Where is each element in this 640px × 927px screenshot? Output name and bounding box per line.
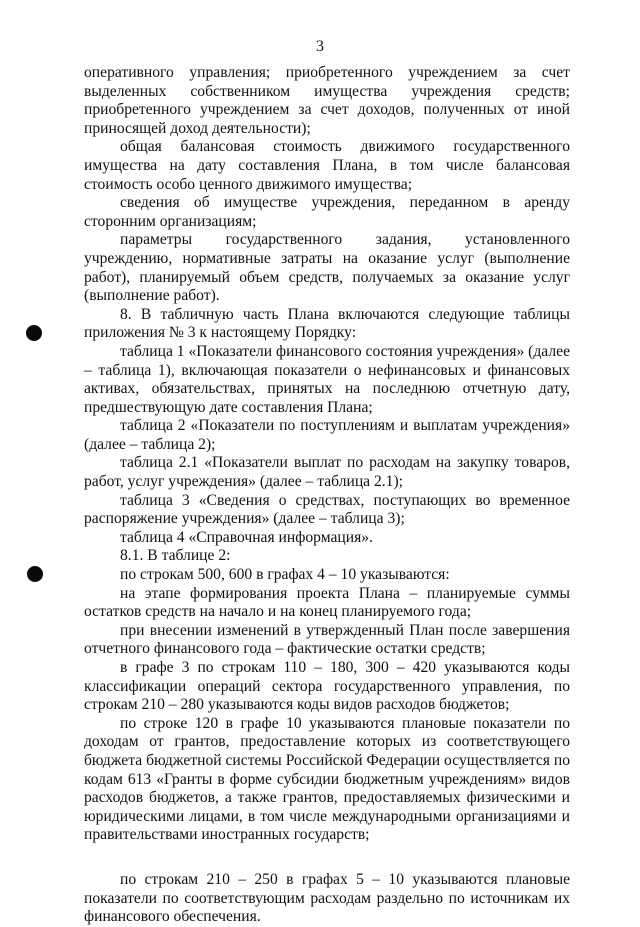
paragraph: 8. В табличную часть Плана включаются следующие таблицы приложения № 3 к настоящему Порядку: <box>84 305 570 342</box>
paragraph: таблица 2 «Показатели по поступлениям и выплатам учреждения» (далее – таблица 2); <box>84 417 570 453</box>
document-body <box>84 64 570 927</box>
paragraph: в графе 3 по строкам 110 – 180, 300 – 420 указываются коды классификации операций сектора государственного управления, по строкам 210 – 280 указываются коды видов расходов бюджетов; <box>84 659 570 714</box>
paragraph: 8.1. В таблице 2: <box>120 547 231 565</box>
paragraph: по строке 120 в графе 10 указываются плановые показатели по доходам от грантов, предоставление которых из соответствующего бюджета бюджетной системы Российской Федерации осуществляется по кодам 613 «Гранты в форме субсидии бюджетным учреждениям» видов расходов бюджетов, а также грантов, предоставляемых физическими и юридическими лицами, в том числе международными организациями и правительствами иностранных государств; <box>84 714 570 844</box>
paragraph: таблица 1 «Показатели финансового состояния учреждения» (далее – таблица 1), включающая показатели о нефинансовых и финансовых активах, обязательствах, принятых на последнюю отчетную дату, предшествующую дате составления Плана; <box>84 342 570 416</box>
paragraph: по строкам 210 – 250 в графах 5 – 10 указываются плановые показатели по соответствующим расходам раздельно по источникам их финансового обеспечения. <box>84 870 570 926</box>
paragraph: общая балансовая стоимость движимого государственного имущества на дату составления Плана, в том числе балансовая стоимость особо ценного движимого имущества; <box>84 138 570 193</box>
paragraph: при внесении изменений в утвержденный План после завершения отчетного финансового года – фактические остатки средств; <box>84 621 570 658</box>
paragraph: таблица 3 «Сведения о средствах, поступающих во временное распоряжение учреждения» (далее – таблица 3); <box>84 491 570 528</box>
paragraph: таблица 2.1 «Показатели выплат по расходам на закупку товаров, работ, услуг учреждения» (далее – таблица 2.1); <box>84 454 570 491</box>
paragraph: параметры государственного задания, установленного учреждению, нормативные затраты на оказание услуг (выполнение работ), планируемый объем средств, получаемых за оказание услуг (выполнение работ). <box>84 231 570 305</box>
punch-hole-mark <box>27 566 43 582</box>
paragraph: по строкам 500, 600 в графах 4 – 10 указываются: <box>120 566 450 584</box>
punch-hole-mark <box>26 325 42 341</box>
paragraph: на этапе формирования проекта Плана – планируемые суммы остатков средств на начало и на конец планируемого года; <box>84 584 570 621</box>
paragraph: сведения об имуществе учреждения, переданном в аренду сторонним организациям; <box>84 194 570 230</box>
paragraph: таблица 4 «Справочная информация». <box>120 528 373 546</box>
page-number: 3 <box>316 38 324 55</box>
paragraph: оперативного управления; приобретенного учреждением за счет выделенных собственником имущества учреждения средств; приобретенного учреждением за счет доходов, полученных от иной приносящей доход деятельности); <box>84 64 570 137</box>
